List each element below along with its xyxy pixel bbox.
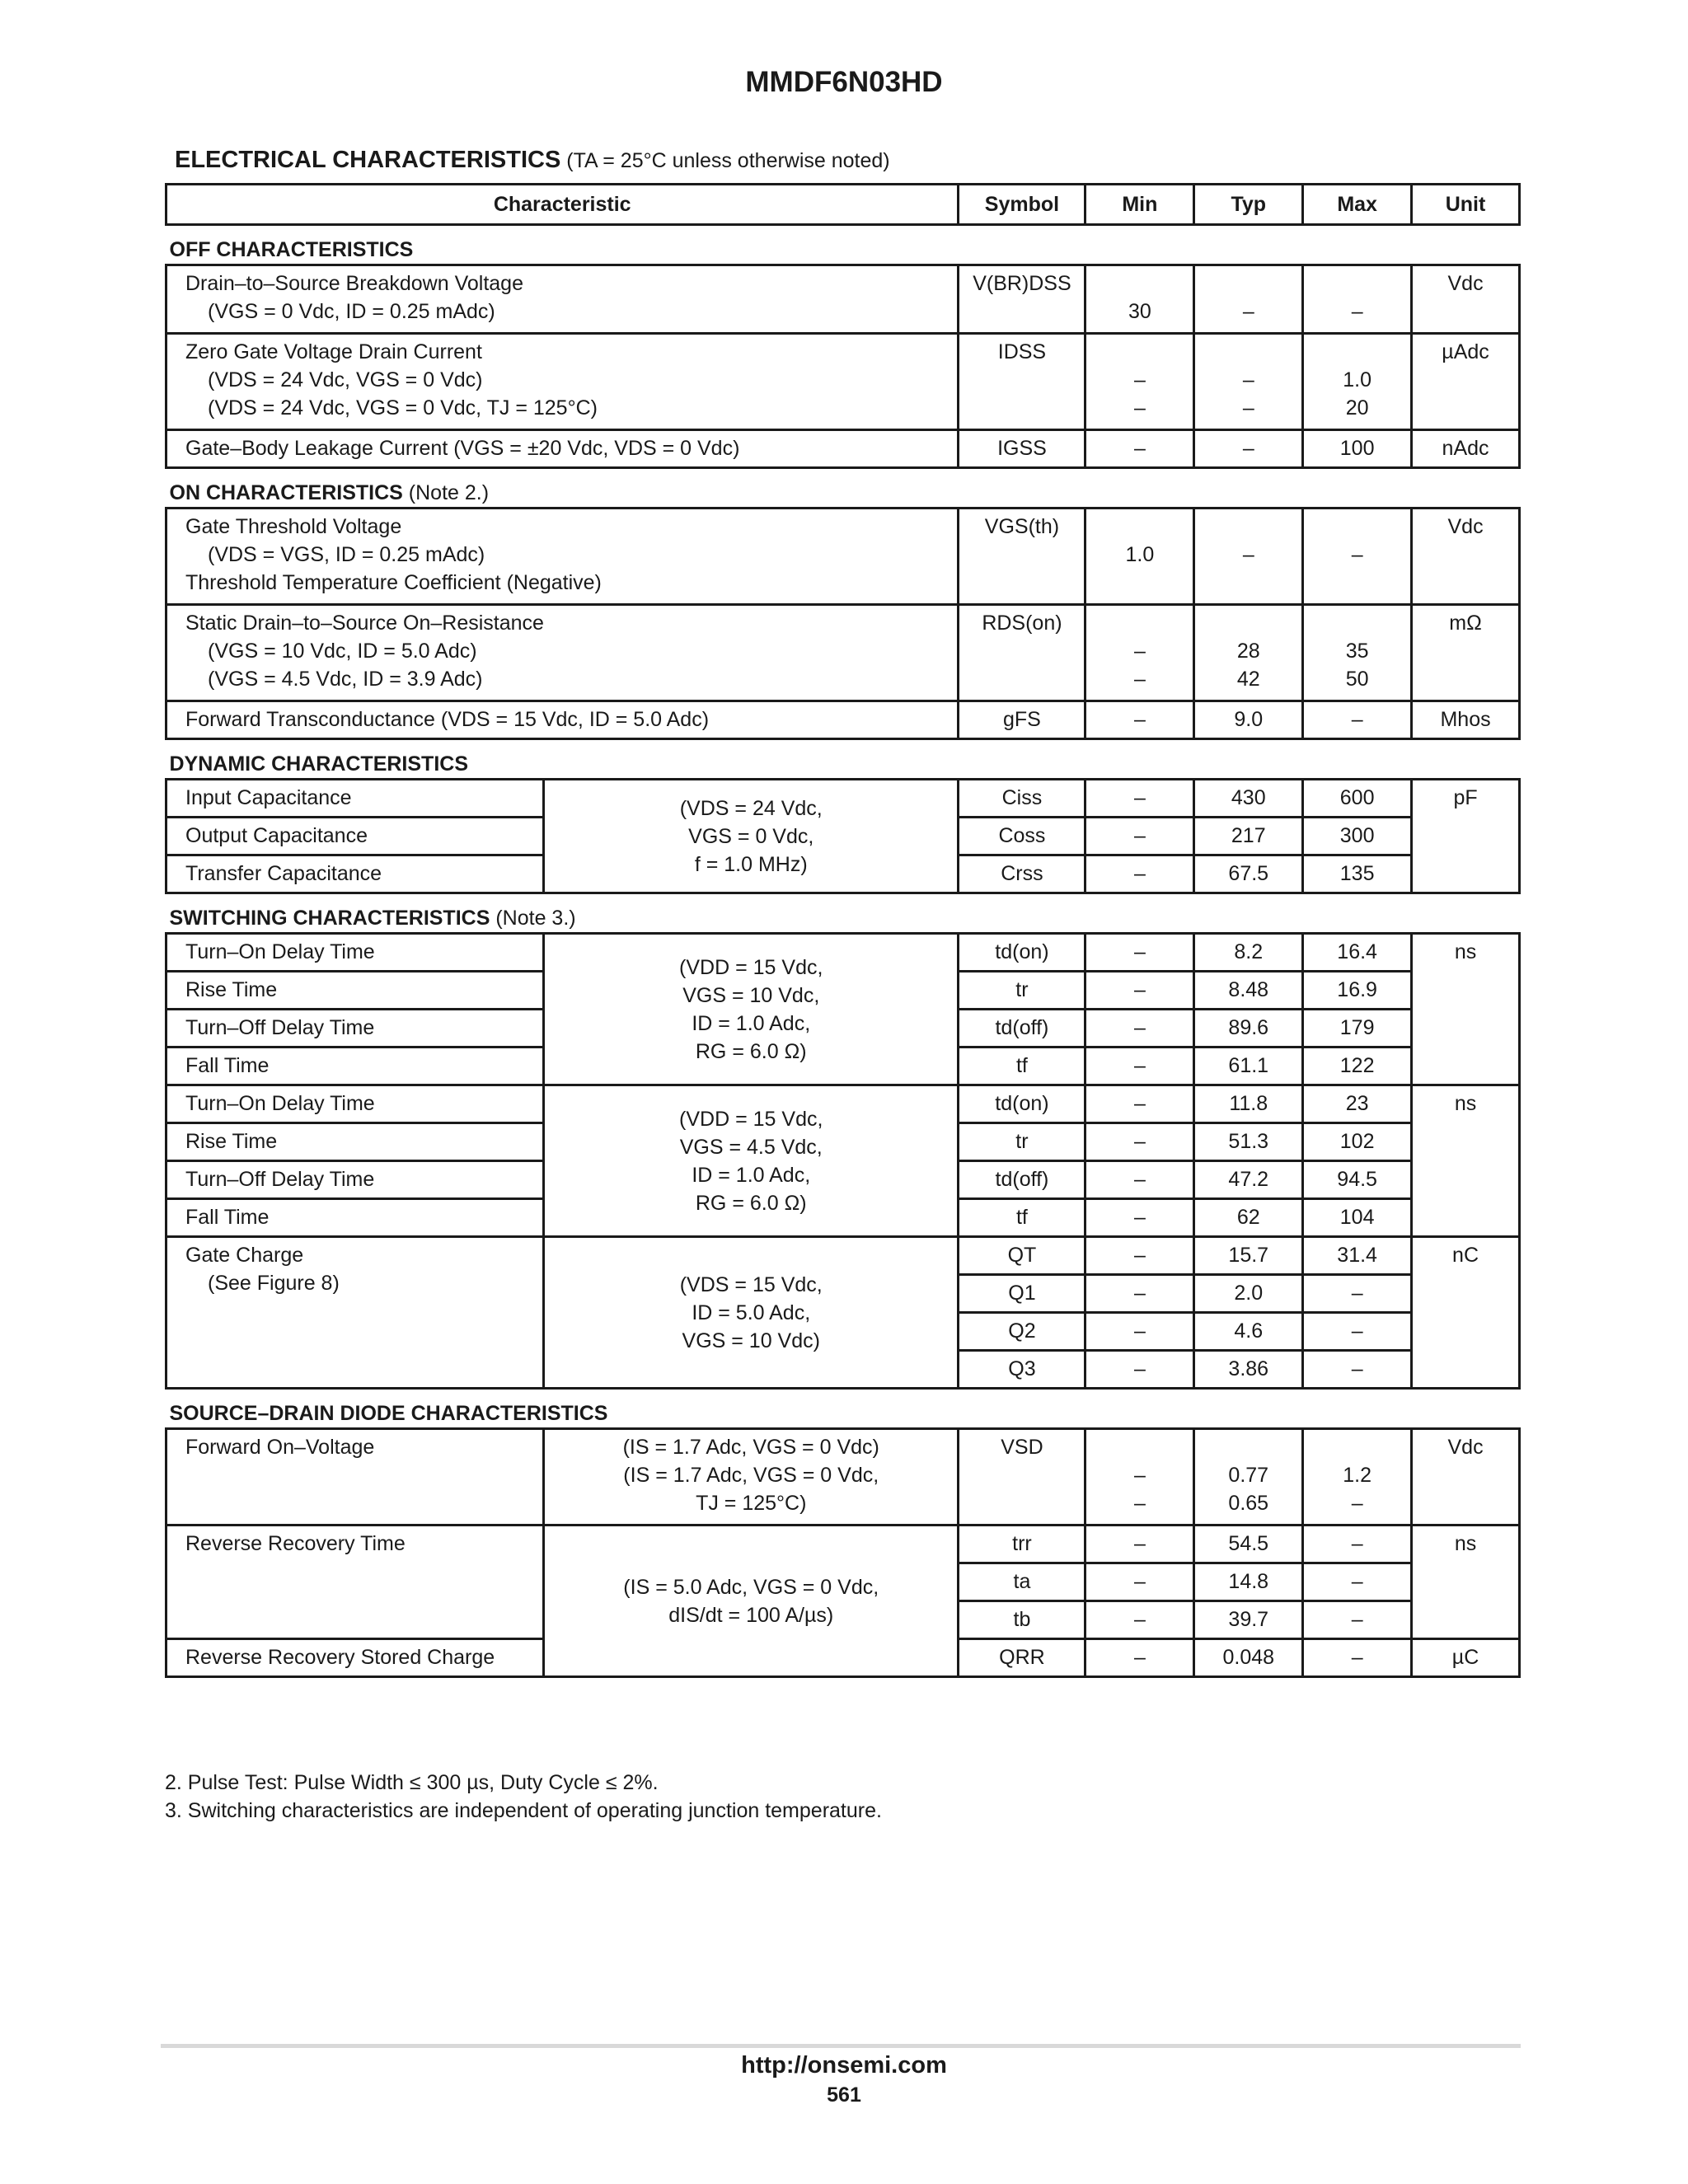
table-row xyxy=(166,1429,1520,1526)
footnotes xyxy=(165,1769,882,1825)
typ-value: 47.2 xyxy=(1194,1161,1303,1199)
unit: ns xyxy=(1412,1526,1520,1639)
gate-charge-characteristic xyxy=(166,1237,544,1389)
max-value: – xyxy=(1303,1275,1412,1313)
char-condition: (See Figure 8) xyxy=(208,1272,340,1295)
table-row xyxy=(166,934,1520,972)
symbol: trr xyxy=(959,1526,1085,1563)
table-row xyxy=(166,334,1520,430)
min-value: – xyxy=(1085,818,1194,855)
min-value: – xyxy=(1085,701,1194,739)
test-condition xyxy=(544,1429,959,1526)
char-name: Drain–to–Source Breakdown Voltage xyxy=(185,272,523,295)
condition-line: VGS = 4.5 Vdc, xyxy=(679,1135,823,1159)
max-value: – xyxy=(1303,1351,1412,1389)
category-switching xyxy=(166,893,1520,934)
max-value: – xyxy=(1351,543,1363,566)
col-typ: Typ xyxy=(1194,185,1303,225)
unit: ns xyxy=(1412,934,1520,1085)
typ-value: 54.5 xyxy=(1194,1526,1303,1563)
char-name: Rise Time xyxy=(166,972,544,1010)
min-value: – xyxy=(1085,1085,1194,1123)
min-value: – xyxy=(1133,640,1146,663)
symbol: gFS xyxy=(959,701,1085,739)
max-value: 300 xyxy=(1303,818,1412,855)
typ-value: 67.5 xyxy=(1194,855,1303,893)
min-value: – xyxy=(1085,1639,1194,1677)
char-condition: (VGS = 4.5 Vdc, ID = 3.9 Adc) xyxy=(208,668,483,691)
max-value: 20 xyxy=(1345,396,1369,419)
typ-value: – xyxy=(1242,543,1254,566)
condition-line: VGS = 10 Vdc) xyxy=(682,1329,820,1352)
symbol: Crss xyxy=(959,855,1085,893)
char-name: Threshold Temperature Coefficient (Negative) xyxy=(185,571,602,594)
max-value: – xyxy=(1303,1526,1412,1563)
min-value: – xyxy=(1085,934,1194,972)
min-value: – xyxy=(1085,1351,1194,1389)
unit: ns xyxy=(1412,1085,1520,1237)
min-value: – xyxy=(1085,1313,1194,1351)
symbol: IDSS xyxy=(959,334,1085,430)
min-value: – xyxy=(1085,1275,1194,1313)
typ-value: 217 xyxy=(1194,818,1303,855)
condition-line: ID = 5.0 Adc, xyxy=(692,1301,811,1324)
min-value: – xyxy=(1133,1464,1146,1487)
min-value: – xyxy=(1085,1047,1194,1085)
typ-value: 8.48 xyxy=(1194,972,1303,1010)
symbol: td(off) xyxy=(959,1161,1085,1199)
max-value: 179 xyxy=(1303,1010,1412,1047)
max-value: – xyxy=(1303,701,1412,739)
footer-divider xyxy=(161,2044,1521,2048)
typ-value: 2.0 xyxy=(1194,1275,1303,1313)
test-condition xyxy=(544,780,959,893)
unit: mΩ xyxy=(1412,605,1520,701)
min-value: – xyxy=(1085,430,1194,468)
category-title: SWITCHING CHARACTERISTICS xyxy=(169,907,490,930)
unit: Vdc xyxy=(1412,265,1520,334)
typ-value: 61.1 xyxy=(1194,1047,1303,1085)
max-value: 1.2 xyxy=(1343,1464,1372,1487)
char-condition: (VDS = 24 Vdc, VGS = 0 Vdc) xyxy=(208,368,483,391)
condition-line: TJ = 125°C) xyxy=(696,1492,807,1515)
condition-line: ID = 1.0 Adc, xyxy=(692,1163,811,1187)
table-row xyxy=(166,701,1520,739)
char-name: Turn–On Delay Time xyxy=(166,934,544,972)
char-name: Reverse Recovery Stored Charge xyxy=(166,1639,544,1677)
condition-line: RG = 6.0 Ω) xyxy=(695,1039,807,1063)
char-name: Turn–On Delay Time xyxy=(166,1085,544,1123)
max-value: 600 xyxy=(1303,780,1412,818)
symbol: td(on) xyxy=(959,934,1085,972)
min-value: 30 xyxy=(1128,300,1151,323)
symbol: tr xyxy=(959,972,1085,1010)
char-condition: (VDS = 24 Vdc, VGS = 0 Vdc, TJ = 125°C) xyxy=(208,396,598,419)
char-name: Output Capacitance xyxy=(166,818,544,855)
col-max: Max xyxy=(1303,185,1412,225)
condition-line: (IS = 1.7 Adc, VGS = 0 Vdc, xyxy=(623,1464,879,1487)
category-on xyxy=(166,468,1520,509)
category-note: (Note 2.) xyxy=(408,481,490,504)
col-min: Min xyxy=(1085,185,1194,225)
max-value: 31.4 xyxy=(1303,1237,1412,1275)
unit: nAdc xyxy=(1412,430,1520,468)
typ-value: – xyxy=(1194,430,1303,468)
symbol: QT xyxy=(959,1237,1085,1275)
typ-value: 89.6 xyxy=(1194,1010,1303,1047)
symbol: Q3 xyxy=(959,1351,1085,1389)
max-value: 122 xyxy=(1303,1047,1412,1085)
page-number: 561 xyxy=(827,2083,861,2107)
typ-value: 0.65 xyxy=(1228,1492,1269,1515)
min-value: – xyxy=(1085,972,1194,1010)
table-row xyxy=(166,1085,1520,1123)
category-off: OFF CHARACTERISTICS xyxy=(169,238,414,261)
min-value: – xyxy=(1133,668,1146,691)
max-value: – xyxy=(1303,1313,1412,1351)
symbol: td(off) xyxy=(959,1010,1085,1047)
min-value: 1.0 xyxy=(1125,543,1155,566)
min-value: – xyxy=(1085,1010,1194,1047)
min-value: – xyxy=(1085,855,1194,893)
char-name: Rise Time xyxy=(166,1123,544,1161)
char-name: Turn–Off Delay Time xyxy=(166,1161,544,1199)
test-condition xyxy=(544,934,959,1085)
max-value: 35 xyxy=(1345,640,1369,663)
unit: µC xyxy=(1412,1639,1520,1677)
typ-value: 14.8 xyxy=(1194,1563,1303,1601)
symbol: QRR xyxy=(959,1639,1085,1677)
symbol: tf xyxy=(959,1047,1085,1085)
max-value: 104 xyxy=(1303,1199,1412,1237)
unit: µAdc xyxy=(1412,334,1520,430)
typ-value: 28 xyxy=(1236,640,1260,663)
electrical-characteristics-table xyxy=(165,183,1521,1678)
table-row xyxy=(166,605,1520,701)
typ-value: 0.77 xyxy=(1228,1464,1269,1487)
unit: Mhos xyxy=(1412,701,1520,739)
typ-value: 62 xyxy=(1194,1199,1303,1237)
max-value: 23 xyxy=(1303,1085,1412,1123)
min-value: – xyxy=(1085,1161,1194,1199)
part-number-title: MMDF6N03HD xyxy=(745,66,943,98)
max-value: 135 xyxy=(1303,855,1412,893)
condition-line: (VDD = 15 Vdc, xyxy=(679,955,823,979)
symbol: tb xyxy=(959,1601,1085,1639)
condition-line: (IS = 1.7 Adc, VGS = 0 Vdc) xyxy=(622,1436,879,1459)
typ-value: – xyxy=(1242,396,1254,419)
condition-line: f = 1.0 MHz) xyxy=(694,852,808,876)
footnote-2: 2. Pulse Test: Pulse Width ≤ 300 µs, Duty Cycle ≤ 2%. xyxy=(165,1771,659,1794)
category-diode: SOURCE–DRAIN DIODE CHARACTERISTICS xyxy=(169,1402,608,1425)
max-value: 94.5 xyxy=(1303,1161,1412,1199)
max-value: – xyxy=(1351,1492,1363,1515)
char-name: Fall Time xyxy=(166,1047,544,1085)
table-row xyxy=(166,1526,1520,1563)
condition-line: (VDD = 15 Vdc, xyxy=(679,1107,823,1131)
symbol: VSD xyxy=(959,1429,1085,1526)
max-value: – xyxy=(1351,300,1363,323)
symbol: ta xyxy=(959,1563,1085,1601)
char-name: Input Capacitance xyxy=(166,780,544,818)
condition-line: ID = 1.0 Adc, xyxy=(692,1011,811,1035)
table-row xyxy=(166,780,1520,818)
min-value: – xyxy=(1133,368,1146,391)
table-row xyxy=(166,1237,1520,1275)
table-row xyxy=(166,509,1520,605)
test-condition xyxy=(544,1085,959,1237)
char-name: Gate Charge xyxy=(185,1244,304,1267)
col-characteristic: Characteristic xyxy=(166,185,959,225)
max-value: 100 xyxy=(1303,430,1412,468)
typ-value: 0.048 xyxy=(1194,1639,1303,1677)
typ-value: 9.0 xyxy=(1194,701,1303,739)
section-condition: (TA = 25°C unless otherwise noted) xyxy=(566,149,890,172)
typ-value: 51.3 xyxy=(1194,1123,1303,1161)
symbol: IGSS xyxy=(959,430,1085,468)
unit: pF xyxy=(1412,780,1520,893)
typ-value: 39.7 xyxy=(1194,1601,1303,1639)
category-dynamic: DYNAMIC CHARACTERISTICS xyxy=(169,752,468,776)
char-name: Reverse Recovery Time xyxy=(166,1526,544,1639)
char-name: Gate Threshold Voltage xyxy=(185,515,402,538)
typ-value: 430 xyxy=(1194,780,1303,818)
char-name: Fall Time xyxy=(166,1199,544,1237)
typ-value: 11.8 xyxy=(1194,1085,1303,1123)
condition-line: dIS/dt = 100 A/µs) xyxy=(668,1603,834,1627)
symbol: td(on) xyxy=(959,1085,1085,1123)
symbol: Q1 xyxy=(959,1275,1085,1313)
min-value: – xyxy=(1085,1199,1194,1237)
max-value: – xyxy=(1303,1563,1412,1601)
symbol: Ciss xyxy=(959,780,1085,818)
condition-line: VGS = 10 Vdc, xyxy=(682,983,820,1007)
symbol: V(BR)DSS xyxy=(959,265,1085,334)
typ-value: 4.6 xyxy=(1194,1313,1303,1351)
min-value: – xyxy=(1085,1563,1194,1601)
min-value: – xyxy=(1133,396,1146,419)
table-header-row xyxy=(166,185,1520,225)
typ-value: 3.86 xyxy=(1194,1351,1303,1389)
category-title: ON CHARACTERISTICS xyxy=(169,481,403,504)
char-condition: (VGS = 10 Vdc, ID = 5.0 Adc) xyxy=(208,640,477,663)
category-note: (Note 3.) xyxy=(495,907,576,930)
condition-line: (VDS = 15 Vdc, xyxy=(679,1272,823,1296)
unit: nC xyxy=(1412,1237,1520,1389)
char-condition: (VGS = 0 Vdc, ID = 0.25 mAdc) xyxy=(208,300,495,323)
symbol: VGS(th) xyxy=(959,509,1085,605)
section-title: ELECTRICAL CHARACTERISTICS xyxy=(175,147,561,173)
symbol: tr xyxy=(959,1123,1085,1161)
char-name: Transfer Capacitance xyxy=(166,855,544,893)
max-value: 16.9 xyxy=(1303,972,1412,1010)
condition-line: VGS = 0 Vdc, xyxy=(688,824,814,848)
section-caption xyxy=(175,145,890,176)
char-condition: (VDS = VGS, ID = 0.25 mAdc) xyxy=(208,543,485,566)
unit: Vdc xyxy=(1412,1429,1520,1526)
footer-url-link[interactable]: http://onsemi.com xyxy=(741,2052,947,2079)
unit: Vdc xyxy=(1412,509,1520,605)
char-name: Static Drain–to–Source On–Resistance xyxy=(185,612,544,635)
max-value: 1.0 xyxy=(1343,368,1372,391)
symbol: tf xyxy=(959,1199,1085,1237)
min-value: – xyxy=(1085,1601,1194,1639)
condition-line: (IS = 5.0 Adc, VGS = 0 Vdc, xyxy=(623,1575,879,1599)
col-symbol: Symbol xyxy=(959,185,1085,225)
condition-line: (VDS = 24 Vdc, xyxy=(679,796,823,820)
table-row xyxy=(166,430,1520,468)
max-value: – xyxy=(1303,1601,1412,1639)
min-value: – xyxy=(1085,780,1194,818)
char-name: Forward Transconductance (VDS = 15 Vdc, ID = 5.0 Adc) xyxy=(166,701,959,739)
max-value: 16.4 xyxy=(1303,934,1412,972)
symbol: Q2 xyxy=(959,1313,1085,1351)
typ-value: – xyxy=(1242,368,1254,391)
condition-line: RG = 6.0 Ω) xyxy=(695,1191,807,1215)
min-value: – xyxy=(1133,1492,1146,1515)
char-name: Zero Gate Voltage Drain Current xyxy=(185,340,482,363)
char-name: Forward On–Voltage xyxy=(166,1429,544,1526)
footnote-3: 3. Switching characteristics are independent of operating junction temperature. xyxy=(165,1799,882,1822)
min-value: – xyxy=(1085,1123,1194,1161)
min-value: – xyxy=(1085,1526,1194,1563)
typ-value: 8.2 xyxy=(1194,934,1303,972)
typ-value: – xyxy=(1242,300,1254,323)
max-value: 102 xyxy=(1303,1123,1412,1161)
symbol: RDS(on) xyxy=(959,605,1085,701)
char-name: Gate–Body Leakage Current (VGS = ±20 Vdc, VDS = 0 Vdc) xyxy=(166,430,959,468)
typ-value: 15.7 xyxy=(1194,1237,1303,1275)
symbol: Coss xyxy=(959,818,1085,855)
min-value: – xyxy=(1085,1237,1194,1275)
char-name: Turn–Off Delay Time xyxy=(166,1010,544,1047)
test-condition xyxy=(544,1237,959,1389)
table-row xyxy=(166,265,1520,334)
col-unit: Unit xyxy=(1412,185,1520,225)
test-condition xyxy=(544,1526,959,1677)
typ-value: 42 xyxy=(1236,668,1260,691)
max-value: – xyxy=(1303,1639,1412,1677)
max-value: 50 xyxy=(1345,668,1369,691)
